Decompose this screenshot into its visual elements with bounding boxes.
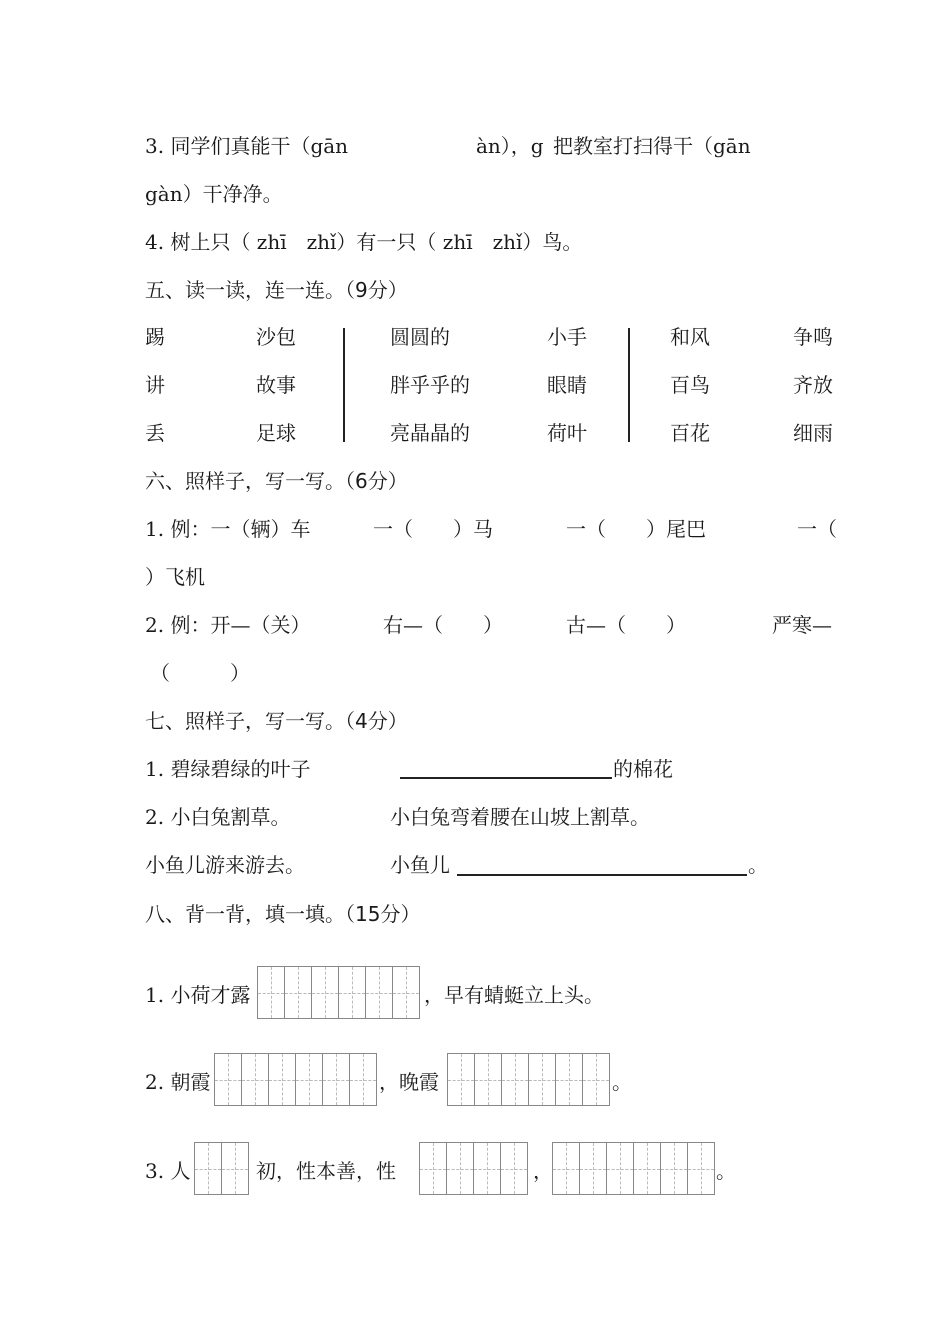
match-left-word[interactable]: 和风 — [670, 325, 710, 349]
s8-item2-end: 。 — [612, 1070, 632, 1094]
s6-item1-blank-b[interactable]: 一（ ）尾巴 — [566, 517, 706, 541]
s7-item3-end: 。 — [748, 853, 768, 877]
match-right-word[interactable]: 争鸣 — [793, 325, 833, 349]
s8-item1-post: ，早有蜻蜓立上头。 — [424, 983, 604, 1007]
section8-title: 八、背一背，填一填。（15分） — [145, 902, 421, 926]
match-left-word[interactable]: 圆圆的 — [390, 325, 450, 349]
s6-item1-example: 1. 例：一（辆）车 — [145, 517, 311, 541]
s7-item2-left: 2. 小白兔割草。 — [145, 805, 291, 829]
s8-item3-comma: ， — [533, 1159, 553, 1183]
q4-item3-part1: 3. 同学们真能干（gān — [145, 134, 349, 158]
s8-item1-writing-grid[interactable] — [257, 966, 420, 1019]
s6-item2-example: 2. 例：开—（关） — [145, 613, 311, 637]
match-right-word[interactable]: 沙包 — [256, 325, 296, 349]
s7-item2-right: 小白兔弯着腰在山坡上割草。 — [390, 805, 650, 829]
s7-item1-right: 的棉花 — [613, 757, 673, 781]
s7-item1-left: 1. 碧绿碧绿的叶子 — [145, 757, 311, 781]
match-right-word[interactable]: 细雨 — [793, 421, 833, 445]
s8-item3-writing-grid-b[interactable] — [419, 1142, 528, 1195]
match-left-word[interactable]: 踢 — [145, 325, 165, 349]
s8-item3-writing-grid-a[interactable] — [194, 1142, 249, 1195]
match-left-word[interactable]: 百鸟 — [670, 373, 710, 397]
match-right-word[interactable]: 小手 — [547, 325, 587, 349]
s6-item2-blank-b[interactable]: 古—（ ） — [566, 613, 686, 637]
match-right-word[interactable]: 荷叶 — [547, 421, 587, 445]
s7-item3-answer-line[interactable] — [457, 874, 747, 876]
q4-item4: 4. 树上只（ zhī zhǐ）有一只（ zhī zhǐ）鸟。 — [145, 230, 583, 254]
match-left-word[interactable]: 亮晶晶的 — [390, 421, 470, 445]
s6-item2-cont[interactable]: （ ） — [150, 661, 250, 685]
q4-item3-part2: àn），g — [476, 134, 544, 158]
group-divider — [628, 328, 630, 442]
s8-item3-pre: 3. 人 — [145, 1159, 191, 1183]
match-left-word[interactable]: 丢 — [145, 421, 165, 445]
s7-item3-right: 小鱼儿 — [390, 853, 450, 877]
match-right-word[interactable]: 齐放 — [793, 373, 833, 397]
match-left-word[interactable]: 百花 — [670, 421, 710, 445]
s8-item3-mid: 初，性本善，性 — [256, 1159, 396, 1183]
section7-title: 七、照样子，写一写。（4分） — [145, 709, 408, 733]
s6-item2-blank-a[interactable]: 右—（ ） — [383, 613, 503, 637]
s8-item3-end: 。 — [716, 1159, 736, 1183]
group-divider — [343, 328, 345, 442]
s8-item1-pre: 1. 小荷才露 — [145, 983, 251, 1007]
match-right-word[interactable]: 足球 — [256, 421, 296, 445]
s8-item3-writing-grid-c[interactable] — [552, 1142, 715, 1195]
match-right-word[interactable]: 故事 — [256, 373, 296, 397]
s6-item1-blank-a[interactable]: 一（ ）马 — [373, 517, 493, 541]
s6-item1-blank-c[interactable]: 一（ — [797, 517, 837, 541]
section6-title: 六、照样子，写一写。（6分） — [145, 469, 408, 493]
match-left-word[interactable]: 讲 — [145, 373, 165, 397]
s7-item3-left: 小鱼儿游来游去。 — [145, 853, 305, 877]
s8-item2-mid: ，晚霞 — [379, 1070, 439, 1094]
s8-item2-pre: 2. 朝霞 — [145, 1070, 211, 1094]
s8-item2-writing-grid-a[interactable] — [214, 1053, 377, 1106]
match-right-word[interactable]: 眼睛 — [547, 373, 587, 397]
s6-item1-cont: ）飞机 — [145, 565, 205, 589]
match-left-word[interactable]: 胖乎乎的 — [390, 373, 470, 397]
s6-item2-blank-c[interactable]: 严寒— — [772, 613, 832, 637]
q4-item3-part4: gàn）干净净。 — [145, 182, 283, 206]
section5-title: 五、读一读，连一连。（9分） — [145, 278, 408, 302]
q4-item3-part3: 把教室打扫得干（gān — [553, 134, 751, 158]
s8-item2-writing-grid-b[interactable] — [447, 1053, 610, 1106]
s7-item1-answer-line[interactable] — [400, 777, 612, 779]
